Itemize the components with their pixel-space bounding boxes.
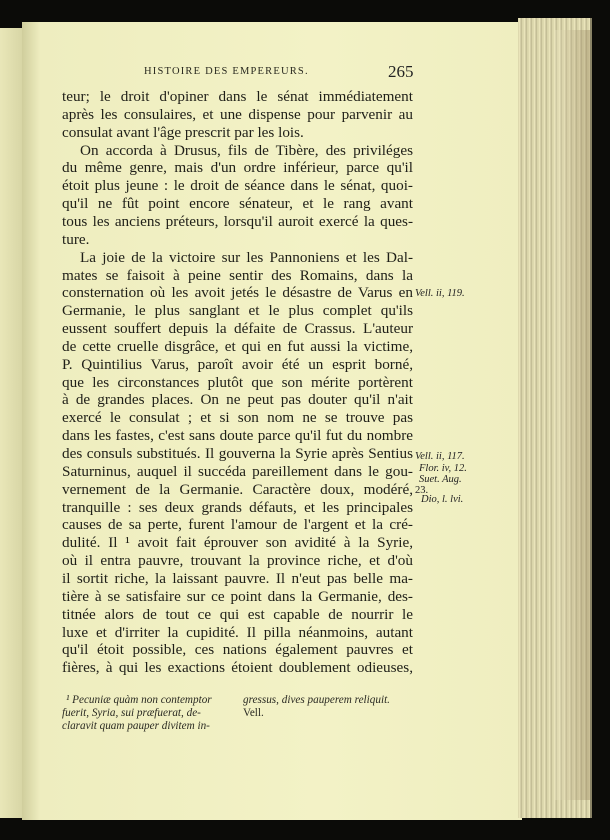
text-line: On accorda à Drusus, fils de Tibère, des priviléges (80, 141, 413, 159)
margin-note: Suet. Aug. (419, 474, 462, 485)
text-line: qu'il étoit possible, ces nations également pauvres et (62, 641, 413, 659)
text-line: après les consulaires, et une dispense pour parvenir au (62, 105, 413, 123)
text-line: exercé le consulat ; et si son nom ne se trouve pas (62, 409, 413, 427)
text-line: P. Quintilius Varus, paroît avoir été un esprit borné, (62, 355, 413, 373)
margin-note: Vell. ii, 119. (415, 288, 465, 299)
text-line: consulat avant l'âge prescrit par les lois. (62, 123, 304, 141)
text-line: causes de sa perte, furent l'amour de l'argent et la cré- (62, 516, 413, 534)
text-line: titnée alors de tout ce qui est capable de nourrir le (62, 605, 413, 623)
text-line: que les circonstances plutôt que son mérite portèrent (62, 373, 413, 391)
margin-note: Flor. iv, 12. (419, 463, 467, 474)
text-line: de cette cruelle disgrâce, et qui en fut aussi la victime, (62, 337, 413, 355)
running-title: HISTOIRE DES EMPEREURS. (144, 66, 309, 77)
footnote-line: claravit quam pauper divitem in- (62, 720, 210, 732)
page-number: 265 (388, 62, 414, 81)
text-line: fières, à qui les exactions étoient doublement odieuses, (62, 659, 413, 677)
text-line: où il entra pauvre, trouvant la province riche, et d'où (62, 552, 413, 570)
margin-note: Dio, l. lvi. (421, 494, 464, 505)
text-line: dans les fastes, c'est sans doute parce qu'il fut du nombre (62, 427, 413, 445)
text-line: Germanie, le plus sanglant et le plus complet qu'ils (62, 302, 413, 320)
text-line: dulité. Il ¹ avoit fait éprouver son avidité à la Syrie, (62, 534, 413, 552)
text-line: mates se faisoit à peine sentir des Romains, dans la (62, 266, 413, 284)
text-line: à de grandes places. On ne peut pas douter qu'il n'ait (62, 391, 413, 409)
text-line: tranquille : ses deux grands défauts, et les principales (62, 498, 413, 516)
text-line: tière à se satisfaire sur ce point dans la Germanie, des- (62, 587, 413, 605)
margin-note: 23. (415, 485, 429, 496)
text-line: luxe et d'irriter la cupidité. Il pilla néanmoins, autant (62, 623, 413, 641)
text-line: consternation où les avoit jetés le désastre de Varus en (62, 284, 413, 302)
text-line: vernement de la Germanie. Caractère doux, modéré, (62, 480, 413, 498)
footnote-line: ¹ Pecuniæ quàm non contemptor (66, 694, 212, 706)
text-line: Saturninus, auquel il succéda pareillement dans le gou- (62, 462, 413, 480)
text-line: La joie de la victoire sur les Pannoniens et les Dal- (80, 248, 413, 266)
footnote-line: Vell. (243, 707, 264, 719)
text-line: teur; le droit d'opiner dans le sénat immédiatement (62, 88, 413, 105)
previous-page-edge (0, 28, 23, 818)
page-stack-shadow (555, 30, 590, 800)
text-line: il sortit riche, la laissant pauvre. Il n'eut pas belle ma- (62, 569, 413, 587)
text-line: tous les anciens préteurs, lorsqu'il auroit exercé la ques- (62, 212, 413, 230)
text-line: du même genre, mais d'un ordre inférieur, parce qu'il (62, 159, 413, 177)
footnote-line: fuerit, Syria, sui præfuerat, de- (62, 707, 201, 719)
text-line: qu'il ne fût point encore sénateur, et le rang avant (62, 195, 413, 213)
text-line: eussent souffert depuis la défaite de Crassus. L'auteur (62, 320, 413, 338)
footnote-line: gressus, dives pauperem reliquit. (243, 694, 390, 706)
margin-note: Vell. ii, 117. (415, 451, 465, 462)
text-line: étoit plus jeune : le droit de séance dans le sénat, quoi- (62, 177, 413, 195)
text-line: des consuls substitués. Il gouverna la Syrie après Sentius (62, 445, 413, 462)
text-line: ture. (62, 230, 90, 248)
